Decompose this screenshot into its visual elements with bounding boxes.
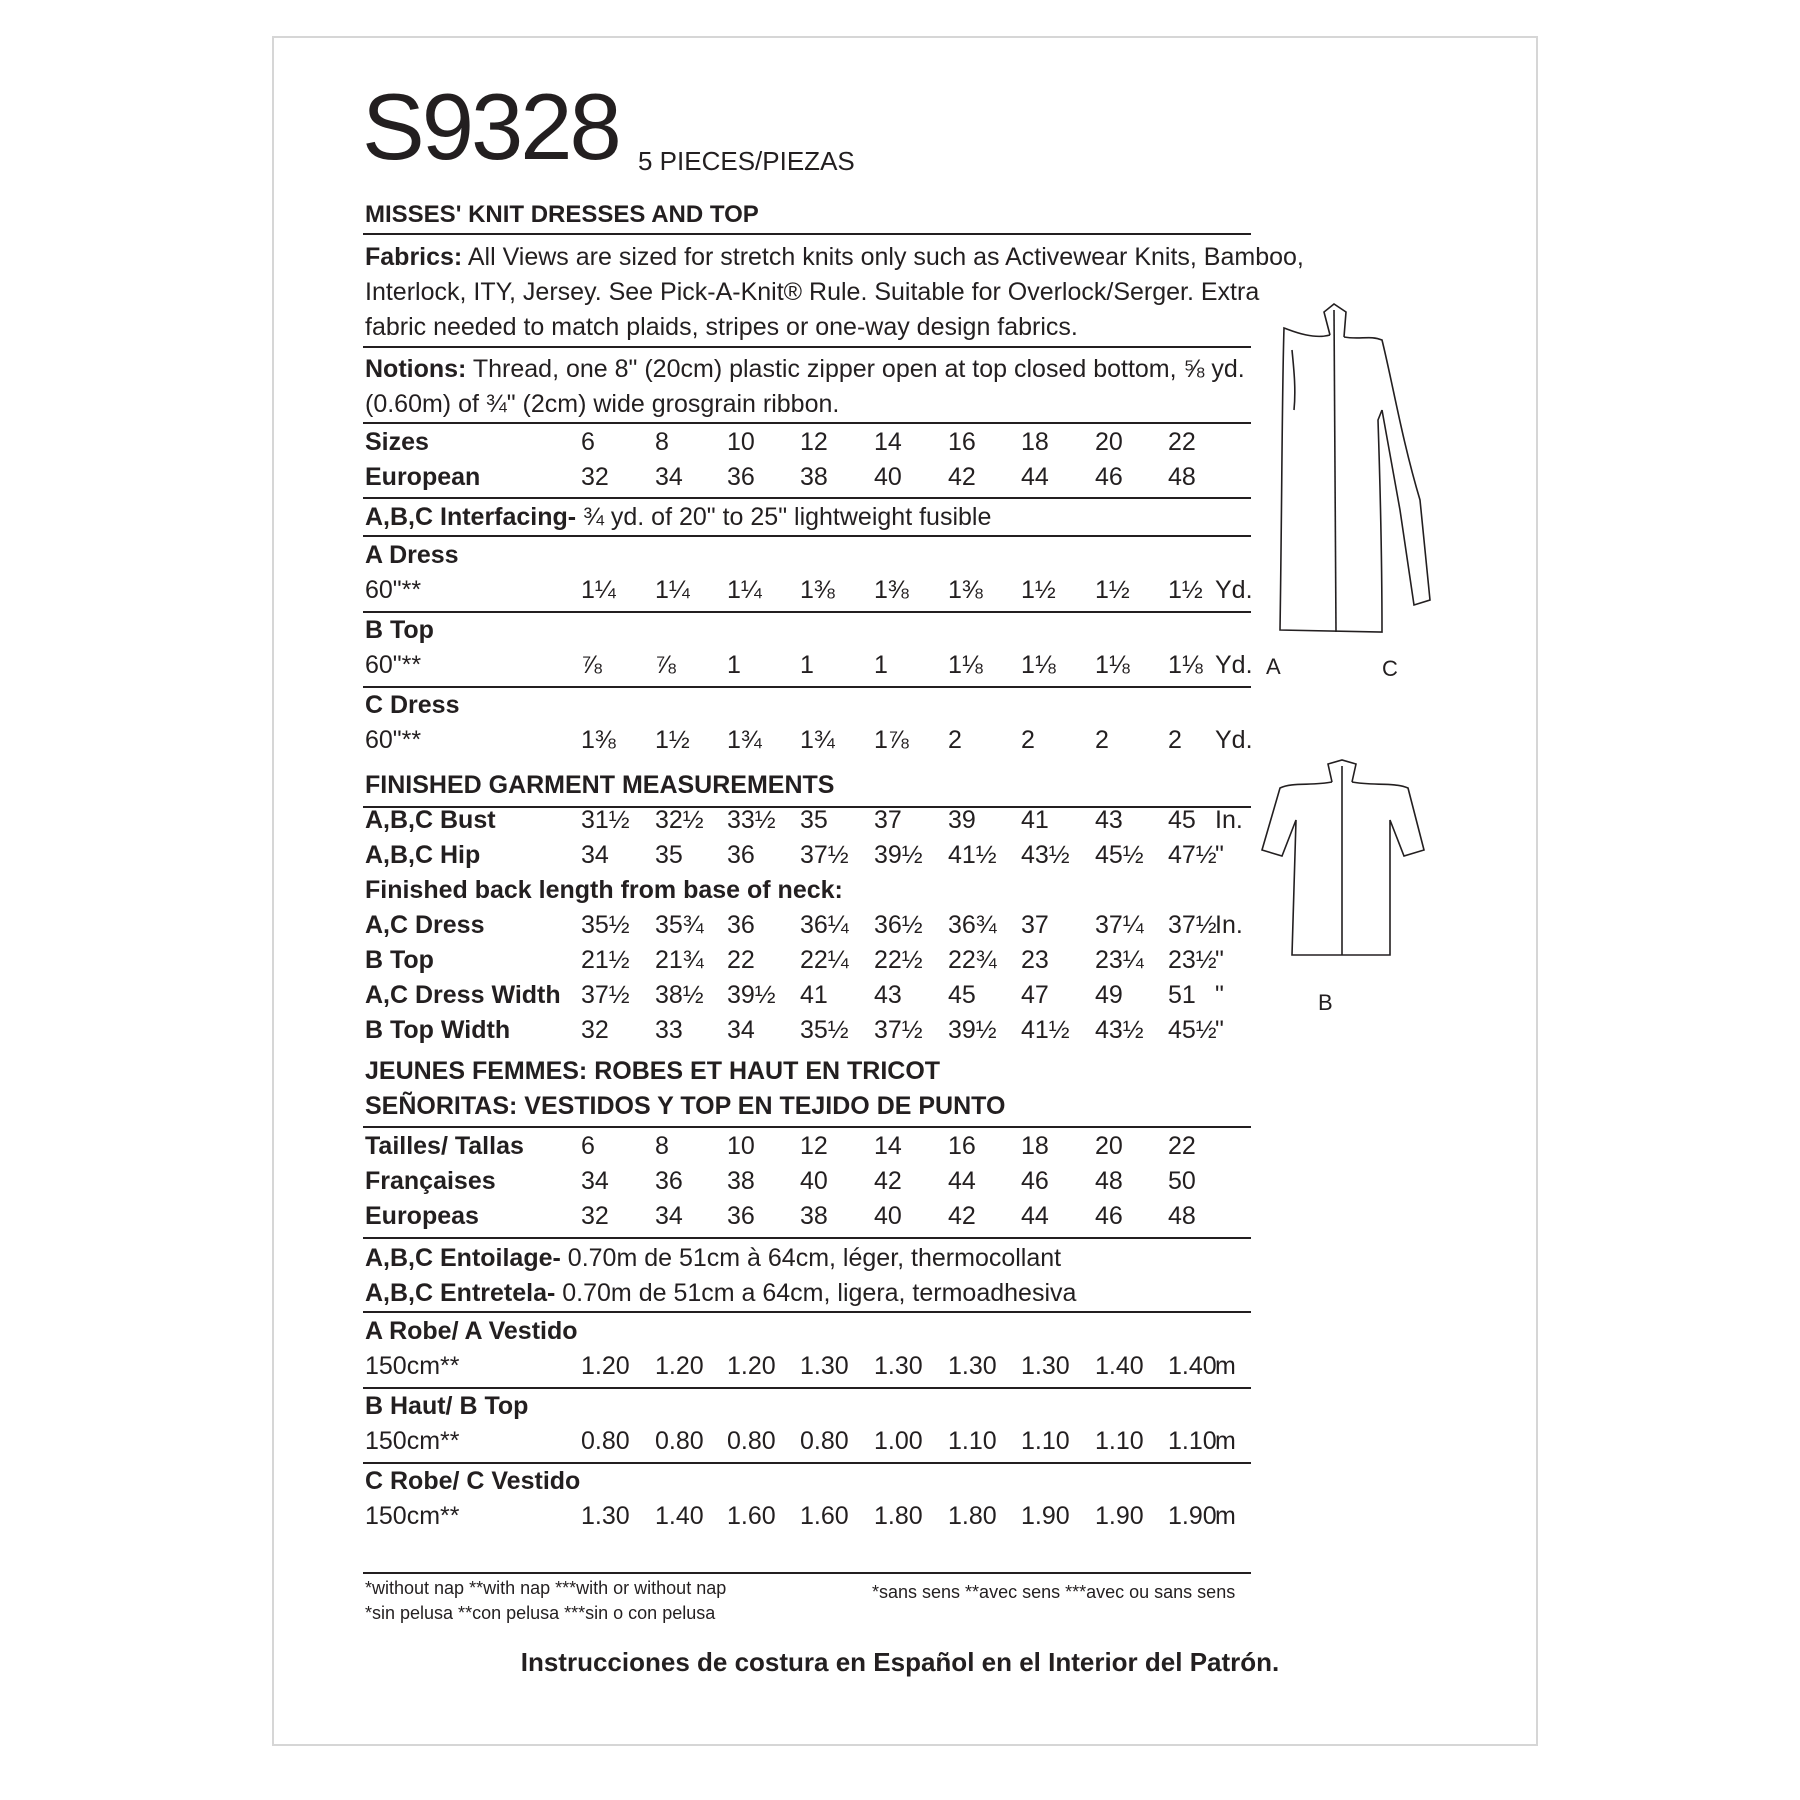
size-value: 43 (874, 981, 902, 1009)
size-value: 2 (1168, 726, 1182, 754)
divider (363, 1572, 1251, 1574)
size-value: 47½ (1168, 841, 1217, 869)
size-value: 0.80 (800, 1427, 849, 1455)
row-label: B Haut/ B Top (365, 1392, 529, 1420)
size-value: 49 (1095, 981, 1123, 1009)
fabrics-section (365, 240, 1304, 345)
row-label: A,B,C Bust (365, 806, 496, 834)
size-value: 6 (581, 1132, 595, 1160)
row-label: JEUNES FEMMES: ROBES ET HAUT EN TRICOT (365, 1057, 941, 1085)
size-value: 2 (948, 726, 962, 754)
francaises-row (365, 1167, 1265, 1201)
entoilage-label: A,B,C Entoilage- (365, 1244, 561, 1272)
size-value: 41 (800, 981, 828, 1009)
size-value: 14 (874, 428, 902, 456)
size-value: 41½ (1021, 1016, 1070, 1044)
hip-row (365, 841, 1265, 875)
size-value: 1⅛ (1095, 651, 1130, 679)
metric-b-row (365, 1427, 1265, 1461)
size-value: 1.90 (1168, 1502, 1217, 1530)
yardage-b-row (365, 651, 1265, 685)
size-value: 32½ (655, 806, 704, 834)
divider (363, 1462, 1251, 1464)
size-value: 8 (655, 1132, 669, 1160)
size-value: 34 (727, 1016, 755, 1044)
yardage-c-title (365, 691, 1265, 725)
metric-c-row (365, 1502, 1265, 1536)
size-value: ⅞ (655, 651, 676, 679)
size-value: 0.80 (581, 1427, 630, 1455)
fabrics-line-2: Interlock, ITY, Jersey. See Pick-A-Knit® Rule. Suitable for Overlock/Serger. Extra (365, 278, 1260, 306)
size-value: 0.80 (655, 1427, 704, 1455)
divider (363, 497, 1251, 499)
size-value: 37 (874, 806, 902, 834)
size-value: 46 (1021, 1167, 1049, 1195)
row-label: A,C Dress (365, 911, 485, 939)
size-value: 1¼ (727, 576, 762, 604)
row-label: European (365, 463, 481, 491)
size-value: 36¾ (948, 911, 997, 939)
size-value: 1½ (1021, 576, 1056, 604)
european-row (365, 463, 1265, 497)
pieces-count: 5 PIECES/PIEZAS (638, 146, 855, 176)
divider (363, 535, 1251, 537)
row-label: Françaises (365, 1167, 496, 1195)
sizes-row (365, 428, 1265, 462)
view-c-label: C (1382, 656, 1398, 681)
size-value: 2 (1021, 726, 1035, 754)
french-title (365, 1057, 1265, 1091)
size-value: 18 (1021, 1132, 1049, 1160)
size-value: 1¾ (800, 726, 835, 754)
size-value: 43½ (1021, 841, 1070, 869)
divider (363, 1237, 1251, 1239)
row-label: Sizes (365, 428, 429, 456)
view-a-label: A (1266, 654, 1281, 679)
finished-heading (365, 771, 1265, 805)
size-value: 44 (948, 1167, 976, 1195)
entretela-text: 0.70m de 51cm a 64cm, ligera, termoadhesiva (562, 1279, 1077, 1307)
size-value: 37½ (800, 841, 849, 869)
size-value: 36½ (874, 911, 923, 939)
size-value: 1½ (655, 726, 690, 754)
metric-c-title (365, 1467, 1265, 1501)
fabrics-label: Fabrics: (365, 243, 463, 271)
row-label: A,B,C Hip (365, 841, 481, 869)
size-value: 44 (1021, 1202, 1049, 1230)
size-value: 45 (948, 981, 976, 1009)
size-value: 48 (1168, 1202, 1196, 1230)
back-length-heading (365, 876, 1265, 910)
size-value: 1⅜ (581, 726, 616, 754)
size-value: 32 (581, 463, 609, 491)
tailles-row (365, 1132, 1265, 1166)
unit-label: Yd. (1215, 651, 1253, 679)
dress-outline (1280, 328, 1382, 632)
row-label: 150cm** (365, 1502, 460, 1530)
size-value: 1⅞ (874, 726, 909, 754)
size-value: 1.80 (948, 1502, 997, 1530)
size-value: 38 (800, 1202, 828, 1230)
size-value: 48 (1168, 463, 1196, 491)
size-value: 21½ (581, 946, 630, 974)
pattern-title: MISSES' KNIT DRESSES AND TOP (365, 201, 759, 228)
size-value: 1.10 (1095, 1427, 1144, 1455)
size-value: 21¾ (655, 946, 704, 974)
collar-line (1324, 304, 1346, 337)
size-value: 33 (655, 1016, 683, 1044)
size-value: 1.20 (655, 1352, 704, 1380)
size-value: 37½ (1168, 911, 1217, 939)
ac-dress-width-row (365, 981, 1265, 1015)
size-value: 37½ (874, 1016, 923, 1044)
entretela-line (365, 1276, 1255, 1311)
size-value: 1.10 (1021, 1427, 1070, 1455)
size-value: 33½ (727, 806, 776, 834)
size-value: 40 (874, 463, 902, 491)
row-label: B Top Width (365, 1016, 511, 1044)
size-value: 1¾ (727, 726, 762, 754)
row-label: A,C Dress Width (365, 981, 561, 1009)
divider (363, 1387, 1251, 1389)
row-label: B Top (365, 616, 434, 644)
unit-label: " (1215, 946, 1224, 974)
size-value: 34 (655, 1202, 683, 1230)
size-value: 18 (1021, 428, 1049, 456)
sleeve-outline (1344, 337, 1430, 605)
size-value: 1.40 (1168, 1352, 1217, 1380)
size-value: 34 (655, 463, 683, 491)
notions-line-2: (0.60m) of ¾" (2cm) wide grosgrain ribbon. (365, 390, 840, 418)
size-value: 1 (727, 651, 741, 679)
size-value: 1⅛ (1168, 651, 1203, 679)
row-label: FINISHED GARMENT MEASUREMENTS (365, 771, 835, 799)
notions-label: Notions: (365, 355, 467, 383)
size-value: 35 (800, 806, 828, 834)
size-value: 1.40 (1095, 1352, 1144, 1380)
row-label: 60"** (365, 651, 422, 679)
interfacing-text: ¾ yd. of 20" to 25" lightweight fusible (583, 503, 992, 531)
size-value: 36 (655, 1167, 683, 1195)
size-value: 1.10 (948, 1427, 997, 1455)
ac-dress-row (365, 911, 1265, 945)
size-value: 23 (1021, 946, 1049, 974)
dart-line (1292, 350, 1295, 410)
footnote-french: *sans sens **avec sens ***avec ou sans sens (872, 1582, 1236, 1602)
row-label: B Top (365, 946, 434, 974)
top-sketch-b (1262, 760, 1432, 960)
pattern-number: S9328 (362, 74, 619, 179)
view-b-label: B (1318, 990, 1333, 1015)
size-value: 46 (1095, 1202, 1123, 1230)
size-value: 37¼ (1095, 911, 1144, 939)
size-value: 51 (1168, 981, 1196, 1009)
divider (363, 422, 1251, 424)
size-value: 1.80 (874, 1502, 923, 1530)
size-value: 20 (1095, 428, 1123, 456)
size-value: 44 (1021, 463, 1049, 491)
entretela-label: A,B,C Entretela- (365, 1279, 556, 1307)
spanish-title (365, 1092, 1265, 1126)
size-value: 1.30 (1021, 1352, 1070, 1380)
size-value: 34 (581, 841, 609, 869)
size-value: 1½ (1095, 576, 1130, 604)
size-value: 35¾ (655, 911, 704, 939)
europeas-row (365, 1202, 1265, 1236)
notions-section (365, 352, 1255, 422)
size-value: 1.30 (874, 1352, 923, 1380)
divider (363, 611, 1251, 613)
divider (363, 686, 1251, 688)
metric-b-title (365, 1392, 1265, 1426)
size-value: 36¼ (800, 911, 849, 939)
unit-label: m (1215, 1352, 1236, 1380)
row-label: Europeas (365, 1202, 479, 1230)
size-value: 41½ (948, 841, 997, 869)
footnote-spanish: *sin pelusa **con pelusa ***sin o con pelusa (365, 1603, 716, 1623)
size-value: 32 (581, 1202, 609, 1230)
size-value: 40 (874, 1202, 902, 1230)
size-value: 42 (874, 1167, 902, 1195)
row-label: A Robe/ A Vestido (365, 1317, 578, 1345)
center-seam (1334, 310, 1336, 632)
divider (363, 233, 1251, 235)
size-value: 45½ (1168, 1016, 1217, 1044)
size-value: 12 (800, 428, 828, 456)
size-value: 32 (581, 1016, 609, 1044)
metric-a-row (365, 1352, 1265, 1386)
row-label: C Robe/ C Vestido (365, 1467, 581, 1495)
row-label: 150cm** (365, 1427, 460, 1455)
size-value: 1⅛ (1021, 651, 1056, 679)
size-value: 34 (581, 1167, 609, 1195)
size-value: 22 (1168, 1132, 1196, 1160)
unit-label: " (1215, 981, 1224, 1009)
size-value: 1 (800, 651, 814, 679)
size-value: 36 (727, 463, 755, 491)
size-value: 38 (800, 463, 828, 491)
size-value: 38½ (655, 981, 704, 1009)
size-value: 37 (1021, 911, 1049, 939)
size-value: ⅞ (581, 651, 602, 679)
size-value: 20 (1095, 1132, 1123, 1160)
size-value: 16 (948, 1132, 976, 1160)
notions-line-1: Thread, one 8" (20cm) plastic zipper open at top closed bottom, ⅝ yd. (472, 355, 1245, 383)
unit-label: " (1215, 1016, 1224, 1044)
size-value: 1.00 (874, 1427, 923, 1455)
size-value: 38 (727, 1167, 755, 1195)
unit-label: In. (1215, 911, 1243, 939)
size-value: 1.10 (1168, 1427, 1217, 1455)
size-value: 1.20 (727, 1352, 776, 1380)
divider (363, 1126, 1251, 1128)
entoilage-text: 0.70m de 51cm à 64cm, léger, thermocollant (567, 1244, 1062, 1272)
size-value: 39½ (727, 981, 776, 1009)
row-label: Finished back length from base of neck: (365, 876, 843, 904)
size-value: 41 (1021, 806, 1049, 834)
size-value: 22¼ (800, 946, 849, 974)
size-value: 10 (727, 1132, 755, 1160)
size-value: 48 (1095, 1167, 1123, 1195)
size-value: 8 (655, 428, 669, 456)
row-label: 150cm** (365, 1352, 460, 1380)
size-value: 35 (655, 841, 683, 869)
b-top-width-row (365, 1016, 1265, 1050)
size-value: 22½ (874, 946, 923, 974)
fabrics-line-3: fabric needed to match plaids, stripes or one-way design fabrics. (365, 313, 1078, 341)
size-value: 43 (1095, 806, 1123, 834)
yardage-a-title (365, 541, 1265, 575)
row-label: Tailles/ Tallas (365, 1132, 524, 1160)
size-value: 1¼ (581, 576, 616, 604)
divider (363, 1311, 1251, 1313)
unit-label: Yd. (1215, 576, 1253, 604)
size-value: 39 (948, 806, 976, 834)
size-value: 10 (727, 428, 755, 456)
yardage-a-row (365, 576, 1265, 610)
size-value: 36 (727, 841, 755, 869)
unit-label: Yd. (1215, 726, 1253, 754)
size-value: 16 (948, 428, 976, 456)
size-value: 23½ (1168, 946, 1217, 974)
size-value: 36 (727, 911, 755, 939)
size-value: 39½ (948, 1016, 997, 1044)
size-value: 1.90 (1021, 1502, 1070, 1530)
b-top-row (365, 946, 1265, 980)
size-value: 22 (727, 946, 755, 974)
size-value: 1½ (1168, 576, 1203, 604)
size-value: 35½ (581, 911, 630, 939)
size-value: 39½ (874, 841, 923, 869)
size-value: 1¼ (655, 576, 690, 604)
size-value: 1⅜ (948, 576, 983, 604)
size-value: 14 (874, 1132, 902, 1160)
interfacing-label: A,B,C Interfacing- (365, 503, 577, 531)
size-value: 1.40 (655, 1502, 704, 1530)
size-value: 2 (1095, 726, 1109, 754)
size-value: 1.30 (948, 1352, 997, 1380)
size-value: 43½ (1095, 1016, 1144, 1044)
unit-label: " (1215, 841, 1224, 869)
yardage-b-title (365, 616, 1265, 650)
size-value: 31½ (581, 806, 630, 834)
size-value: 1⅜ (874, 576, 909, 604)
metric-a-title (365, 1317, 1265, 1351)
size-value: 50 (1168, 1167, 1196, 1195)
size-value: 47 (1021, 981, 1049, 1009)
size-value: 22 (1168, 428, 1196, 456)
size-value: 23¼ (1095, 946, 1144, 974)
row-label: 60"** (365, 726, 422, 754)
spanish-instructions-note: Instrucciones de costura en Español en el Interior del Patrón. (520, 1647, 1280, 1677)
unit-label: m (1215, 1502, 1236, 1530)
size-value: 1.60 (727, 1502, 776, 1530)
size-value: 1.30 (800, 1352, 849, 1380)
top-outline (1262, 782, 1424, 955)
size-value: 35½ (800, 1016, 849, 1044)
entoilage-line (365, 1241, 1255, 1276)
row-label: A Dress (365, 541, 459, 569)
size-value: 37½ (581, 981, 630, 1009)
size-value: 45½ (1095, 841, 1144, 869)
divider (363, 346, 1251, 348)
footnote-english: *without nap **with nap ***with or without nap (365, 1578, 727, 1598)
size-value: 46 (1095, 463, 1123, 491)
size-value: 1.60 (800, 1502, 849, 1530)
size-value: 1.30 (581, 1502, 630, 1530)
size-value: 1⅛ (948, 651, 983, 679)
size-value: 45 (1168, 806, 1196, 834)
bust-row (365, 806, 1265, 840)
size-value: 0.80 (727, 1427, 776, 1455)
row-label: 60"** (365, 576, 422, 604)
interfacing-line (365, 500, 1255, 535)
row-label: C Dress (365, 691, 460, 719)
dress-sketch-a-c (1270, 300, 1450, 645)
size-value: 40 (800, 1167, 828, 1195)
size-value: 42 (948, 1202, 976, 1230)
size-value: 12 (800, 1132, 828, 1160)
size-value: 6 (581, 428, 595, 456)
size-value: 1 (874, 651, 888, 679)
size-value: 22¾ (948, 946, 997, 974)
size-value: 36 (727, 1202, 755, 1230)
yardage-c-row (365, 726, 1265, 760)
unit-label: In. (1215, 806, 1243, 834)
size-value: 42 (948, 463, 976, 491)
size-value: 1.20 (581, 1352, 630, 1380)
size-value: 1.90 (1095, 1502, 1144, 1530)
fabrics-line-1: All Views are sized for stretch knits only such as Activewear Knits, Bamboo, (467, 243, 1304, 271)
row-label: SEÑORITAS: VESTIDOS Y TOP EN TEJIDO DE PUNTO (365, 1092, 1006, 1120)
size-value: 1⅜ (800, 576, 835, 604)
unit-label: m (1215, 1427, 1236, 1455)
